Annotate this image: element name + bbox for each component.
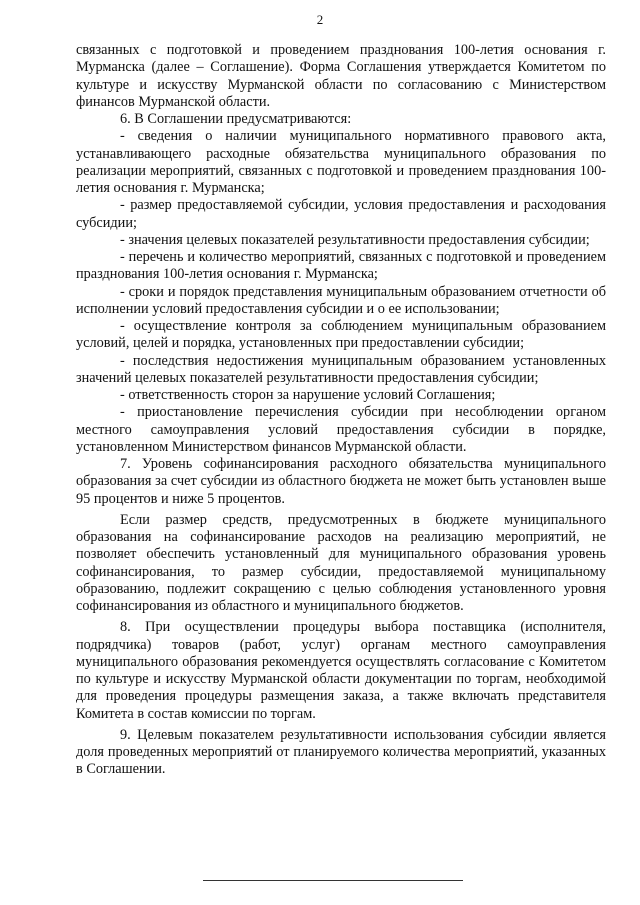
list-item: - размер предоставляемой субсидии, условия предоставления и расходования субсидии; [76,197,606,231]
list-item: - перечень и количество мероприятий, связанных с подготовкой и проведением празднования 100-летия основания г. Мурманска; [76,249,606,283]
list-item: - сведения о наличии муниципального нормативного правового акта, устанавливающего расходные обязательства муниципального образования по реализации мероприятий, связанных с подготовкой и проведением празднования 100-летия основания г. Мурманска; [76,128,606,196]
paragraph-8: 8. При осуществлении процедуры выбора поставщика (исполнителя, подрядчика) товаров (работ, услуг) органам местного самоуправления муниципального образования рекомендуется осуществлять согласование с Комитетом по культуре и искусству Мурманской области документации по торгам, необходимой для проведения процедуры размещения заказа, а также включать представителя Комитета в состав комиссии по торгам. [76,619,606,722]
paragraph-7-continuation: Если размер средств, предусмотренных в бюджете муниципального образования на софинансирование расходов на реализацию мероприятий, не позволяет обеспечить установленный для муниципального образования уровень софинансирования, то размер субсидии, предоставляемой муниципальному образованию, подлежит сокращению с целью соблюдения установленного уровня софинансирования из областного и муниципального бюджетов. [76,511,606,614]
footer-divider [203,880,463,881]
list-item: - ответственность сторон за нарушение условий Соглашения; [120,387,496,403]
document-body [76,42,606,779]
list-item: - приостановление перечисления субсидии при несоблюдении органом местного самоуправления условий предоставления субсидии в порядке, установленном Министерством финансов Мурманской области. [76,404,606,455]
paragraph-6-heading: 6. В Соглашении предусматриваются: [120,111,352,127]
list-item: - последствия недостижения муниципальным образованием установленных значений целевых показателей результативности предоставления субсидии; [76,352,606,386]
paragraph-7: 7. Уровень софинансирования расходного обязательства муниципального образования за счет субсидии из областного бюджета не может быть установлен выше 95 процентов и ниже 5 процентов. [76,456,606,507]
paragraph-continuation: связанных с подготовкой и проведением празднования 100-летия основания г. Мурманска (далее – Соглашение). Форма Соглашения утверждается Комитетом по культуре и искусству Мурманской области по согласованию с Министерством финансов Мурманской области. [76,42,606,110]
paragraph-9: 9. Целевым показателем результативности использования субсидии является доля проведенных мероприятий от планируемого количества мероприятий, указанных в Соглашении. [76,726,606,778]
list-item: - сроки и порядок представления муниципальным образованием отчетности об исполнении условий предоставления субсидии и о ее использовании; [76,283,606,317]
list-item: - осуществление контроля за соблюдением муниципальным образованием условий, целей и порядка, установленных при предоставлении субсидии; [76,318,606,352]
page-number: 2 [316,12,324,27]
list-item: - значения целевых показателей результативности предоставления субсидии; [120,231,590,248]
